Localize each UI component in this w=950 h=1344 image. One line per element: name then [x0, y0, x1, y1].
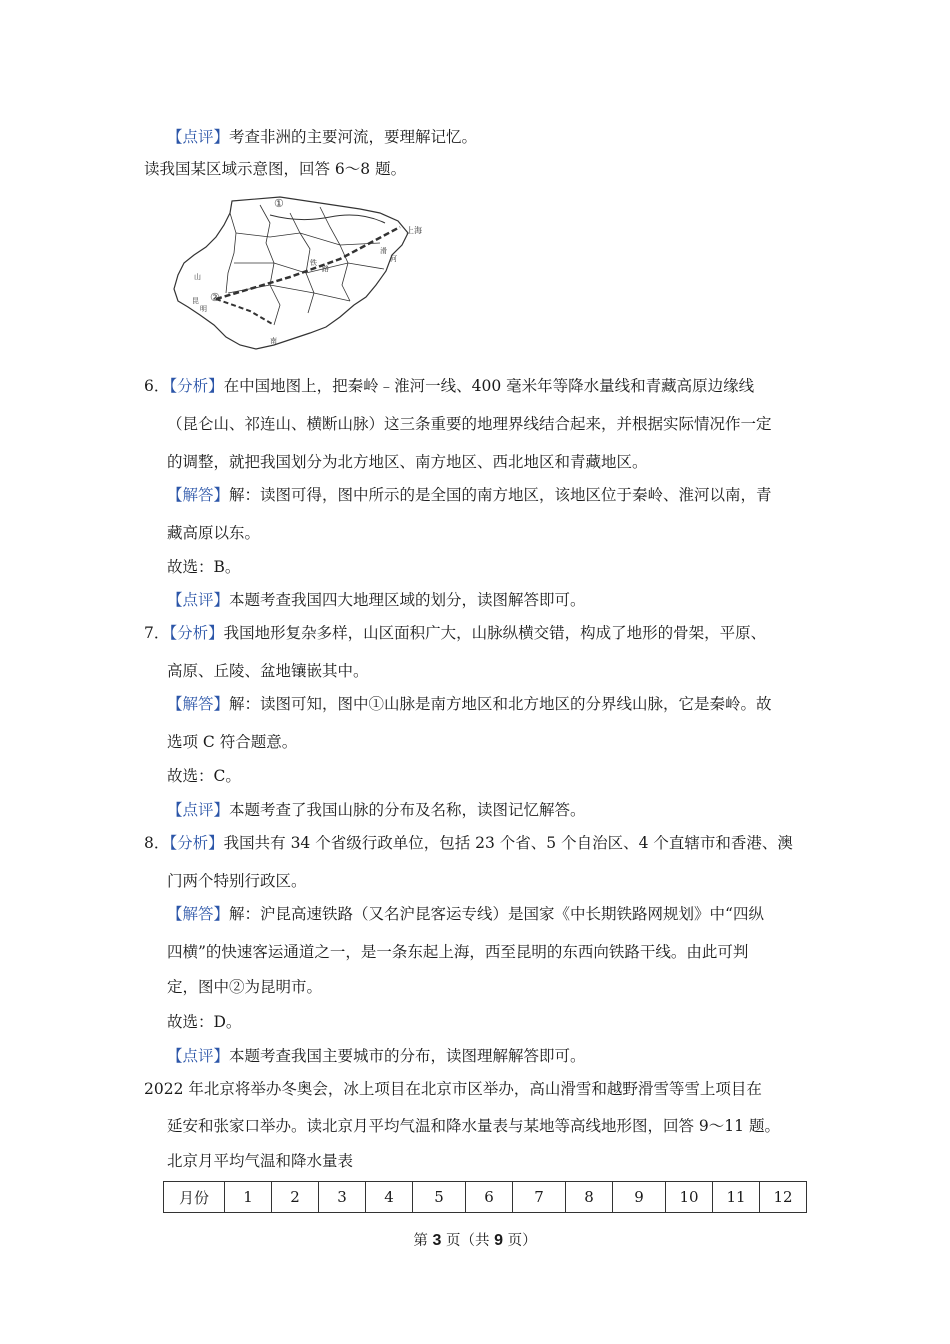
- intro-text-1: 读我国某区域示意图，回答 6～8 题。: [144, 160, 407, 178]
- q7-analysis-tag: 【分析】: [169, 624, 224, 642]
- q6-number: 6．: [144, 377, 170, 395]
- region-map: [170, 193, 430, 353]
- map-label-f: 山: [194, 273, 201, 281]
- footer-page-number: 3: [432, 1232, 442, 1249]
- q6-analysis-line-3: 的调整，就把我国划分为北方地区、南方地区、西北地区和青藏地区。: [167, 453, 648, 471]
- q7-answer-line-1: [167, 693, 772, 715]
- q6-analysis-tag: 【分析】: [169, 377, 224, 395]
- map-label-shanghai: 上海: [406, 226, 422, 235]
- q6-analysis-line-2: （昆仑山、祁连山、横断山脉）这三条重要的地理界线结合起来，并根据实际情况作一定: [167, 415, 772, 433]
- q6-analysis-line-1: [144, 375, 754, 397]
- q7-analysis-line-1: [144, 622, 766, 644]
- map-label-g: 昆: [192, 297, 199, 305]
- map-label-e: 南: [270, 337, 277, 345]
- map-label-b: 河: [390, 255, 397, 263]
- q8-analysis-tag: 【分析】: [169, 834, 224, 852]
- map-label-a: 滑: [380, 247, 387, 255]
- table-row: [164, 1182, 807, 1213]
- footer-mid: 页（共: [441, 1233, 495, 1249]
- q7-answer-text-1: 解：读图可知，图中①山脉是南方地区和北方地区的分界线山脉，它是秦岭。故: [229, 695, 772, 713]
- q7-analysis-text-1: 我国地形复杂多样，山区面积广大，山脉纵横交错，构成了地形的骨架，平原、: [223, 624, 767, 642]
- q7-review-text: 本题考查了我国山脉的分布及名称，读图记忆解答。: [229, 801, 586, 819]
- q8-answer-tag: 【解答】: [167, 905, 230, 923]
- q6-review-text: 本题考查我国四大地理区域的划分，读图解答即可。: [229, 591, 586, 609]
- q8-choice: 故选：D。: [167, 1013, 242, 1031]
- footer-total-pages: 9: [494, 1232, 504, 1249]
- map-outline: [174, 197, 408, 349]
- q7-review-line: [167, 799, 586, 821]
- q8-analysis-line-2: 门两个特别行政区。: [167, 872, 307, 890]
- table-cell: 1: [225, 1182, 272, 1213]
- q7-choice: 故选：C。: [167, 767, 241, 785]
- table-cell: 12: [760, 1182, 807, 1213]
- q8-answer-line-2: 四横”的快速客运通道之一，是一条东起上海，西至昆明的东西向铁路干线。由此可判: [167, 943, 749, 961]
- page-footer: [0, 1229, 950, 1250]
- q8-answer-text-1: 解：沪昆高速铁路（又名沪昆客运专线）是国家《中长期铁路网规划》中“四纵: [229, 905, 764, 923]
- q7-analysis-line-2: 高原、丘陵、盆地镶嵌其中。: [167, 662, 369, 680]
- review-text: 考查非洲的主要河流，要理解记忆。: [229, 128, 478, 146]
- table-cell: 5: [413, 1182, 466, 1213]
- q8-analysis-text-1: 我国共有 34 个省级行政单位，包括 23 个省、5 个自治区、4 个直辖市和香港、澳: [223, 834, 793, 852]
- table-header-cell: 月份: [164, 1182, 225, 1213]
- map-label-1: ①: [274, 197, 284, 210]
- table-cell: 8: [566, 1182, 613, 1213]
- q8-review-text: 本题考查我国主要城市的分布，读图理解解答即可。: [229, 1047, 586, 1065]
- q6-answer-line-1: [167, 484, 772, 506]
- intro-text-2-line-2: 延安和张家口举办。读北京月平均气温和降水量表与某地等高线地形图，回答 9～11 题。: [167, 1117, 780, 1135]
- table-cell: 3: [319, 1182, 366, 1213]
- review-line-prev: [167, 126, 477, 148]
- q6-review-line: [167, 589, 586, 611]
- map-label-2: ②: [210, 291, 220, 304]
- q7-answer-line-2: 选项 C 符合题意。: [167, 733, 298, 751]
- table-cell: 6: [466, 1182, 513, 1213]
- review-tag: 【点评】: [167, 128, 230, 146]
- q8-review-line: [167, 1045, 586, 1067]
- q7-answer-tag: 【解答】: [167, 695, 230, 713]
- q6-answer-tag: 【解答】: [167, 486, 230, 504]
- footer-post: 页）: [503, 1233, 537, 1249]
- map-label-h: 明: [200, 305, 207, 313]
- q6-answer-text-1: 解：读图可得，图中所示的是全国的南方地区，该地区位于秦岭、淮河以南，青: [229, 486, 772, 504]
- q6-answer-line-2: 藏高原以东。: [167, 524, 261, 542]
- q6-review-tag: 【点评】: [167, 591, 230, 609]
- table-cell: 9: [613, 1182, 666, 1213]
- q8-review-tag: 【点评】: [167, 1047, 230, 1065]
- q7-review-tag: 【点评】: [167, 801, 230, 819]
- map-label-c: 铁: [310, 259, 317, 267]
- q6-analysis-text-1: 在中国地图上，把秦岭﹣淮河一线、400 毫米年等降水量线和青藏高原边缘线: [223, 377, 755, 395]
- q8-analysis-line-1: [144, 832, 793, 854]
- table-cell: 2: [272, 1182, 319, 1213]
- q8-answer-line-3: 定，图中②为昆明市。: [167, 978, 323, 996]
- intro-text-2-line-1: 2022 年北京将举办冬奥会，冰上项目在北京市区举办，高山滑雪和越野滑雪等雪上项目在: [144, 1080, 762, 1098]
- climate-table: [163, 1181, 807, 1213]
- q6-choice: 故选：B。: [167, 558, 241, 576]
- footer-pre: 第: [413, 1233, 433, 1249]
- table-cell: 10: [666, 1182, 713, 1213]
- q7-number: 7．: [144, 624, 170, 642]
- table-cell: 4: [366, 1182, 413, 1213]
- table-cell: 11: [713, 1182, 760, 1213]
- map-label-d: 路: [322, 265, 329, 273]
- q8-number: 8．: [144, 834, 170, 852]
- table-cell: 7: [513, 1182, 566, 1213]
- table-title: 北京月平均气温和降水量表: [167, 1152, 354, 1170]
- q8-answer-line-1: [167, 903, 764, 925]
